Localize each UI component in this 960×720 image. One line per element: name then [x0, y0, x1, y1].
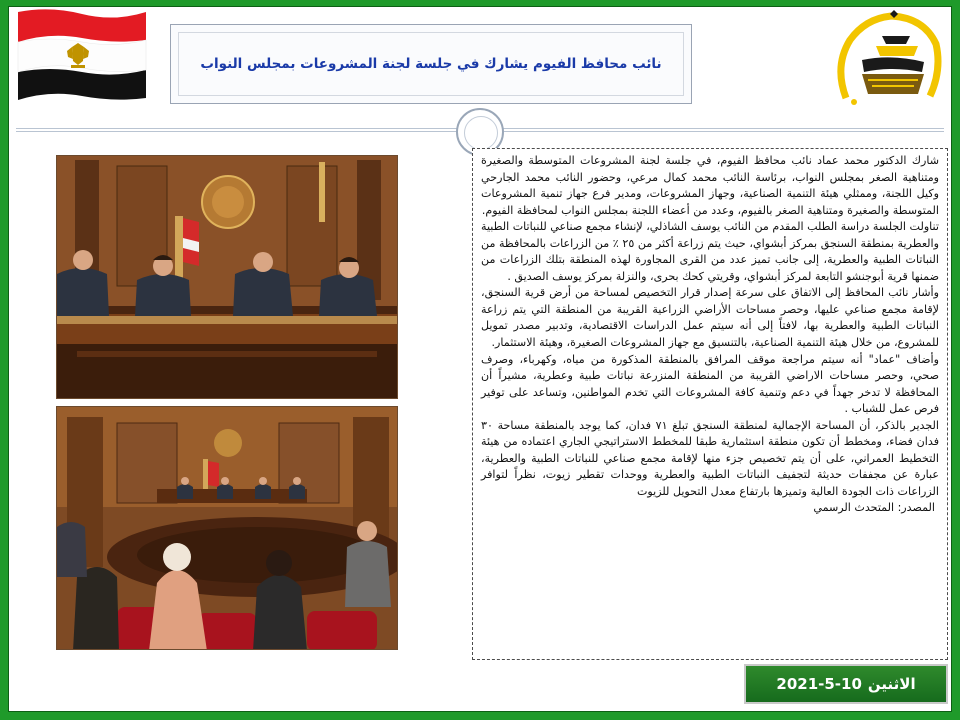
article-paragraph: وأضاف "عماد" أنه سيتم مراجعة موقف المرافق بالمنطقة المذكورة من مياه، وكهرباء، وصرف صحي، وحصر مساحات الاراضي القريبة من المنطقة المنزرعة نباتات طبية وعطرية، مشيراً أن المحافظة لا تدخر جهداً في دعم وتنمية كافة المشروعات التي تخدم المواطنين، وتساعد على توفير فرص عمل للشباب .	[481, 352, 939, 416]
date-badge	[744, 664, 948, 704]
article-paragraph: تناولت الجلسة دراسة الطلب المقدم من النائب يوسف الشاذلي، لإنشاء مجمع صناعي للنباتات الطبية والعطرية بمنطقة السنجق بمركز أبشواي، حيث يتم زراعة أكثر من ٢٥ ٪ من الزراعات بالمحافظة من النباتات الطبية والعطرية، إلى جانب تميز عدد من القرى المجاورة لهذه المنطقة بتلك الزراعات من ضمنها قرية أبوجنشو التابعة لمركز أبشواي، وقريتي كحك بحرى، والنزلة بمركز يوسف الصديق .	[481, 220, 939, 283]
fayoum-governorate-logo	[832, 10, 944, 110]
page-title: نائب محافظ الفيوم يشارك في جلسة لجنة المشروعات بمجلس النواب	[200, 56, 662, 72]
article-paragraph: الجدير بالذكر، أن المساحة الإجمالية لمنطقة السنجق تبلغ ٧١ فدان، كما يوجد بالمنطقة مساحة ٣٠ فدان فضاء، ومخطط أن تكون منطقة استثمارية طبقا للمخطط الاستراتيجي الجاري اعتماده من هيئة التخطيط العمراني، على أن يتم تخصيص جزء منها لإقامة مجمع صناعي للنباتات الطبية والعطرية، عبارة عن مجففات حديثة لتجفيف النباتات الطبية والعطرية ووحدات تقطير زيوت، نظراً لتوافر الزراعات ذات الجودة العالية وتميزها بارتفاع معدل التحويل للزيوت	[481, 418, 939, 498]
article-paragraph: شارك الدكتور محمد عماد نائب محافظ الفيوم، في جلسة لجنة المشروعات المتوسطة والصغيرة ومتناهية الصغر بمجلس النواب، برئاسة النائب محمد كمال مرعي، وحضور النائب محمد الجارحي وكيل اللجنة، وممثلي هيئة التنمية الصناعية، وجهاز المشروعات، ومدير فرع جهاز تنمية المشروعات المتوسطة والصغيرة ومتناهية الصغر بالفيوم، وعدد من أعضاء اللجنة بمجلس النواب لمحافظة الفيوم.	[481, 154, 939, 217]
article-paragraph: وأشار نائب المحافظ إلى الاتفاق على سرعة إصدار قرار التخصيص لمساحة من أرض قرية السنجق، لإقامة مجمع صناعي عليها، وحصر مساحات الأراضي الزراعية القريبة من المنطقة التي يتم زراعة النباتات الطبية والعطرية بها، لافتاً إلى أنه سيتم عمل الدراسات الاقتصادية، وتدبير مصدر تمويل للمشروع، من خلال هيئة التنمية الصناعية، بالتنسيق مع جهاز المشروعات الصغيرة، وهيئة الاستثمار.	[481, 286, 939, 350]
meeting-photo-bottom	[56, 406, 398, 650]
article-body	[472, 148, 948, 660]
headline-inner-frame	[178, 32, 684, 96]
headline-box	[170, 24, 692, 104]
date-day: الاثنين	[867, 675, 916, 693]
meeting-photo-top	[56, 155, 398, 399]
article-source: المصدر: المتحدث الرسمي	[813, 501, 935, 515]
egypt-flag-icon	[16, 6, 148, 102]
date-value: 2021-5-10	[776, 675, 862, 693]
